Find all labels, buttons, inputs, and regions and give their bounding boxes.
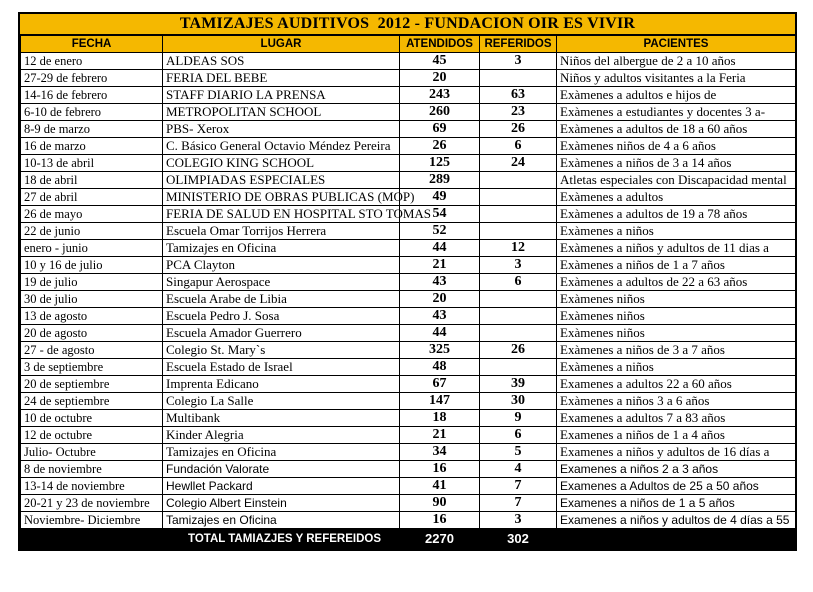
- cell-referidos: 30: [480, 393, 557, 410]
- cell-referidos: 7: [480, 495, 557, 512]
- cell-referidos: [480, 70, 557, 87]
- cell-atendidos: 20: [400, 291, 480, 308]
- header-atendidos: ATENDIDOS: [400, 36, 480, 53]
- cell-referidos: 26: [480, 121, 557, 138]
- cell-lugar: Singapur Aerospace: [163, 274, 400, 291]
- cell-atendidos: 49: [400, 189, 480, 206]
- table-row: [21, 274, 796, 291]
- cell-referidos: 5: [480, 444, 557, 461]
- cell-atendidos: 21: [400, 427, 480, 444]
- cell-lugar: Colegio La Salle: [163, 393, 400, 410]
- cell-lugar: C. Básico General Octavio Méndez Pereira: [163, 138, 400, 155]
- cell-pacientes: Exàmenes a adultos e hijos de: [557, 87, 796, 104]
- cell-pacientes: Exàmenes a niños: [557, 223, 796, 240]
- cell-pacientes: Examenes a adultos 7 a 83 años: [557, 410, 796, 427]
- cell-referidos: 3: [480, 512, 557, 529]
- cell-referidos: 12: [480, 240, 557, 257]
- cell-lugar: Tamizajes en Oficina: [163, 240, 400, 257]
- cell-lugar: COLEGIO KING SCHOOL: [163, 155, 400, 172]
- cell-fecha: 8-9 de marzo: [21, 121, 163, 138]
- cell-fecha: 26 de mayo: [21, 206, 163, 223]
- cell-lugar: Fundación Valorate: [163, 461, 400, 478]
- cell-pacientes: Exàmenes a estudiantes y docentes 3 a-: [557, 104, 796, 121]
- cell-lugar: Hewllet Packard: [163, 478, 400, 495]
- cell-fecha: 27-29 de febrero: [21, 70, 163, 87]
- cell-atendidos: 16: [400, 461, 480, 478]
- cell-atendidos: 41: [400, 478, 480, 495]
- header-row: [21, 36, 796, 53]
- cell-referidos: 63: [480, 87, 557, 104]
- cell-atendidos: 16: [400, 512, 480, 529]
- cell-atendidos: 44: [400, 325, 480, 342]
- cell-atendidos: 52: [400, 223, 480, 240]
- cell-atendidos: 43: [400, 274, 480, 291]
- cell-fecha: Noviembre- Diciembre: [21, 512, 163, 529]
- cell-atendidos: 34: [400, 444, 480, 461]
- cell-fecha: 6-10 de febrero: [21, 104, 163, 121]
- cell-referidos: 7: [480, 478, 557, 495]
- cell-referidos: 9: [480, 410, 557, 427]
- cell-atendidos: 48: [400, 359, 480, 376]
- table-row: [21, 325, 796, 342]
- cell-pacientes: Exàmenes a adultos de 19 a 78 años: [557, 206, 796, 223]
- cell-referidos: 24: [480, 155, 557, 172]
- cell-referidos: 39: [480, 376, 557, 393]
- table-row: [21, 70, 796, 87]
- cell-fecha: 30 de julio: [21, 291, 163, 308]
- cell-atendidos: 45: [400, 53, 480, 70]
- cell-lugar: Multibank: [163, 410, 400, 427]
- cell-lugar: Imprenta Edicano: [163, 376, 400, 393]
- header-lugar: LUGAR: [163, 36, 400, 53]
- header-pacientes: PACIENTES: [557, 36, 796, 53]
- cell-referidos: 3: [480, 53, 557, 70]
- cell-lugar: Escuela Amador Guerrero: [163, 325, 400, 342]
- cell-lugar: Colegio Albert Einstein: [163, 495, 400, 512]
- cell-lugar: FERIA DEL BEBE: [163, 70, 400, 87]
- table-row: [21, 291, 796, 308]
- cell-atendidos: 18: [400, 410, 480, 427]
- cell-referidos: [480, 291, 557, 308]
- total-blank: [557, 529, 796, 549]
- cell-fecha: 3 de septiembre: [21, 359, 163, 376]
- cell-atendidos: 289: [400, 172, 480, 189]
- cell-fecha: 12 de enero: [21, 53, 163, 70]
- cell-lugar: Colegio St. Mary`s: [163, 342, 400, 359]
- cell-pacientes: Exàmenes niños: [557, 308, 796, 325]
- cell-pacientes: Examenes a niños y adultos de 16 días a: [557, 444, 796, 461]
- cell-fecha: 16 de marzo: [21, 138, 163, 155]
- cell-lugar: Tamizajes en Oficina: [163, 444, 400, 461]
- table-body: [21, 53, 796, 529]
- cell-pacientes: Niños del albergue de 2 a 10 años: [557, 53, 796, 70]
- cell-pacientes: Exàmenes a niños 3 a 6 años: [557, 393, 796, 410]
- table-row: [21, 342, 796, 359]
- table-row: [21, 376, 796, 393]
- cell-pacientes: Examenes a niños y adultos de 4 días a 55: [557, 512, 796, 529]
- cell-fecha: 14-16 de febrero: [21, 87, 163, 104]
- cell-atendidos: 125: [400, 155, 480, 172]
- cell-lugar: Kinder Alegria: [163, 427, 400, 444]
- cell-fecha: 27 de abril: [21, 189, 163, 206]
- cell-lugar: OLIMPIADAS ESPECIALES: [163, 172, 400, 189]
- table-row: [21, 104, 796, 121]
- cell-lugar: MINISTERIO DE OBRAS PUBLICAS (MOP): [163, 189, 400, 206]
- table-row: [21, 121, 796, 138]
- cell-pacientes: Exàmenes a niños de 3 a 14 años: [557, 155, 796, 172]
- table-row: [21, 410, 796, 427]
- cell-fecha: 18 de abril: [21, 172, 163, 189]
- cell-lugar: Escuela Estado de Israel: [163, 359, 400, 376]
- cell-lugar: METROPOLITAN SCHOOL: [163, 104, 400, 121]
- cell-fecha: 20 de agosto: [21, 325, 163, 342]
- table-row: [21, 495, 796, 512]
- cell-lugar: Escuela Pedro J. Sosa: [163, 308, 400, 325]
- cell-pacientes: Atletas especiales con Discapacidad mental: [557, 172, 796, 189]
- cell-referidos: [480, 172, 557, 189]
- cell-fecha: 13-14 de noviembre: [21, 478, 163, 495]
- table-row: [21, 257, 796, 274]
- cell-pacientes: Exàmenes a niños y adultos de 11 dias a: [557, 240, 796, 257]
- cell-atendidos: 20: [400, 70, 480, 87]
- cell-pacientes: Examenes a Adultos de 25 a 50 años: [557, 478, 796, 495]
- cell-referidos: [480, 325, 557, 342]
- table-row: [21, 53, 796, 70]
- cell-lugar: Tamizajes en Oficina: [163, 512, 400, 529]
- cell-referidos: 23: [480, 104, 557, 121]
- cell-pacientes: Exàmenes a niños: [557, 359, 796, 376]
- cell-atendidos: 44: [400, 240, 480, 257]
- cell-fecha: Julio- Octubre: [21, 444, 163, 461]
- table-row: [21, 444, 796, 461]
- cell-atendidos: 67: [400, 376, 480, 393]
- total-referidos: 302: [480, 529, 557, 549]
- cell-pacientes: Exàmenes niños: [557, 325, 796, 342]
- table-row: [21, 359, 796, 376]
- cell-lugar: FERIA DE SALUD EN HOSPITAL STO TOMAS: [163, 206, 400, 223]
- cell-fecha: 20-21 y 23 de noviembre: [21, 495, 163, 512]
- cell-atendidos: 147: [400, 393, 480, 410]
- cell-atendidos: 54: [400, 206, 480, 223]
- table-row: [21, 478, 796, 495]
- table-row: [21, 138, 796, 155]
- cell-atendidos: 243: [400, 87, 480, 104]
- cell-referidos: [480, 189, 557, 206]
- screening-table: [20, 35, 796, 549]
- cell-fecha: 24 de septiembre: [21, 393, 163, 410]
- header-referidos: REFERIDOS: [480, 36, 557, 53]
- cell-pacientes: Examenes a niños de 1 a 4 años: [557, 427, 796, 444]
- cell-fecha: 10 y 16 de julio: [21, 257, 163, 274]
- cell-atendidos: 260: [400, 104, 480, 121]
- table-row: [21, 206, 796, 223]
- cell-lugar: Escuela Omar Torrijos Herrera: [163, 223, 400, 240]
- cell-lugar: Escuela Arabe de Libia: [163, 291, 400, 308]
- table-row: [21, 240, 796, 257]
- total-atendidos: 2270: [400, 529, 480, 549]
- cell-atendidos: 43: [400, 308, 480, 325]
- total-label: TOTAL TAMIAZJES Y REFEREIDOS: [21, 529, 400, 549]
- cell-atendidos: 26: [400, 138, 480, 155]
- cell-pacientes: Exàmenes a adultos de 18 a 60 años: [557, 121, 796, 138]
- cell-referidos: 3: [480, 257, 557, 274]
- cell-pacientes: Exàmenes a adultos: [557, 189, 796, 206]
- cell-fecha: 10-13 de abril: [21, 155, 163, 172]
- cell-referidos: 26: [480, 342, 557, 359]
- cell-referidos: 6: [480, 427, 557, 444]
- cell-referidos: [480, 223, 557, 240]
- table-row: [21, 427, 796, 444]
- cell-fecha: 20 de septiembre: [21, 376, 163, 393]
- cell-pacientes: Niños y adultos visitantes a la Feria: [557, 70, 796, 87]
- cell-pacientes: Exàmenes a niños de 3 a 7 años: [557, 342, 796, 359]
- cell-pacientes: Examenes a niños 2 a 3 años: [557, 461, 796, 478]
- table-row: [21, 308, 796, 325]
- cell-referidos: [480, 206, 557, 223]
- cell-referidos: [480, 308, 557, 325]
- cell-pacientes: Exàmenes a adultos de 22 a 63 años: [557, 274, 796, 291]
- cell-fecha: enero - junio: [21, 240, 163, 257]
- total-row: [21, 529, 796, 549]
- sheet-title: TAMIZAJES AUDITIVOS 2012 - FUNDACION OIR ES VIVIR: [20, 14, 795, 35]
- cell-fecha: 13 de agosto: [21, 308, 163, 325]
- table-row: [21, 87, 796, 104]
- cell-pacientes: Examenes a adultos 22 a 60 años: [557, 376, 796, 393]
- cell-fecha: 22 de junio: [21, 223, 163, 240]
- table-row: [21, 155, 796, 172]
- cell-lugar: PCA Clayton: [163, 257, 400, 274]
- spreadsheet: [18, 12, 797, 551]
- cell-fecha: 12 de octubre: [21, 427, 163, 444]
- cell-lugar: PBS- Xerox: [163, 121, 400, 138]
- table-row: [21, 393, 796, 410]
- cell-atendidos: 325: [400, 342, 480, 359]
- cell-pacientes: Exàmenes niños: [557, 291, 796, 308]
- table-row: [21, 223, 796, 240]
- cell-referidos: [480, 359, 557, 376]
- cell-referidos: 4: [480, 461, 557, 478]
- table-row: [21, 461, 796, 478]
- cell-pacientes: Exàmenes a niños de 1 a 7 años: [557, 257, 796, 274]
- cell-atendidos: 21: [400, 257, 480, 274]
- table-row: [21, 512, 796, 529]
- table-row: [21, 189, 796, 206]
- table-row: [21, 172, 796, 189]
- header-fecha: FECHA: [21, 36, 163, 53]
- cell-atendidos: 69: [400, 121, 480, 138]
- cell-fecha: 8 de noviembre: [21, 461, 163, 478]
- cell-lugar: ALDEAS SOS: [163, 53, 400, 70]
- cell-fecha: 27 - de agosto: [21, 342, 163, 359]
- cell-referidos: 6: [480, 138, 557, 155]
- cell-pacientes: Examenes a niños de 1 a 5 años: [557, 495, 796, 512]
- cell-atendidos: 90: [400, 495, 480, 512]
- cell-fecha: 10 de octubre: [21, 410, 163, 427]
- cell-pacientes: Exàmenes niños de 4 a 6 años: [557, 138, 796, 155]
- cell-lugar: STAFF DIARIO LA PRENSA: [163, 87, 400, 104]
- cell-referidos: 6: [480, 274, 557, 291]
- cell-fecha: 19 de julio: [21, 274, 163, 291]
